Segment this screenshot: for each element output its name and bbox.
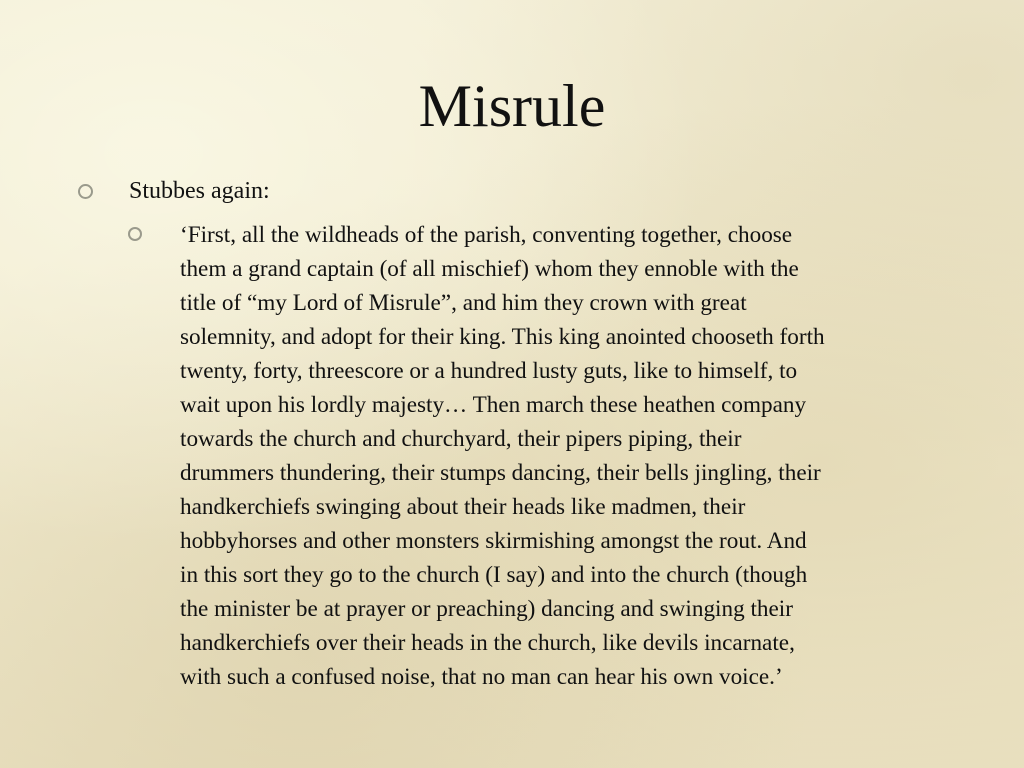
hollow-circle-bullet-icon bbox=[128, 227, 142, 241]
quote-line: ‘First, all the wildheads of the parish, conventing together, choose bbox=[180, 222, 793, 248]
quote-line: wait upon his lordly majesty… Then march these heathen company bbox=[180, 392, 807, 418]
hollow-circle-bullet-icon bbox=[78, 184, 93, 199]
slide-title: Misrule bbox=[418, 73, 606, 139]
quote-line: with such a confused noise, that no man can hear his own voice.’ bbox=[180, 664, 783, 690]
quote-line: the minister be at prayer or preaching) dancing and swinging their bbox=[180, 596, 793, 622]
quote-line: twenty, forty, threescore or a hundred lusty guts, like to himself, to bbox=[180, 358, 798, 384]
quote-line: hobbyhorses and other monsters skirmishing amongst the rout. And bbox=[180, 528, 807, 554]
quote-text bbox=[180, 218, 960, 694]
quote-line: drummers thundering, their stumps dancing, their bells jingling, their bbox=[180, 460, 821, 486]
quote-line: them a grand captain (of all mischief) whom they ennoble with the bbox=[180, 256, 799, 282]
quote-line: solemnity, and adopt for their king. This king anointed chooseth forth bbox=[180, 324, 825, 350]
quote-line: handkerchiefs over their heads in the church, like devils incarnate, bbox=[180, 630, 795, 656]
quote-line: title of “my Lord of Misrule”, and him they crown with great bbox=[180, 290, 747, 316]
quote-line: handkerchiefs swinging about their heads like madmen, their bbox=[180, 494, 746, 520]
quote-line: in this sort they go to the church (I say) and into the church (though bbox=[180, 562, 808, 588]
quote-line: towards the church and churchyard, their pipers piping, their bbox=[180, 426, 742, 452]
bullet-text: Stubbes again: bbox=[129, 178, 270, 204]
